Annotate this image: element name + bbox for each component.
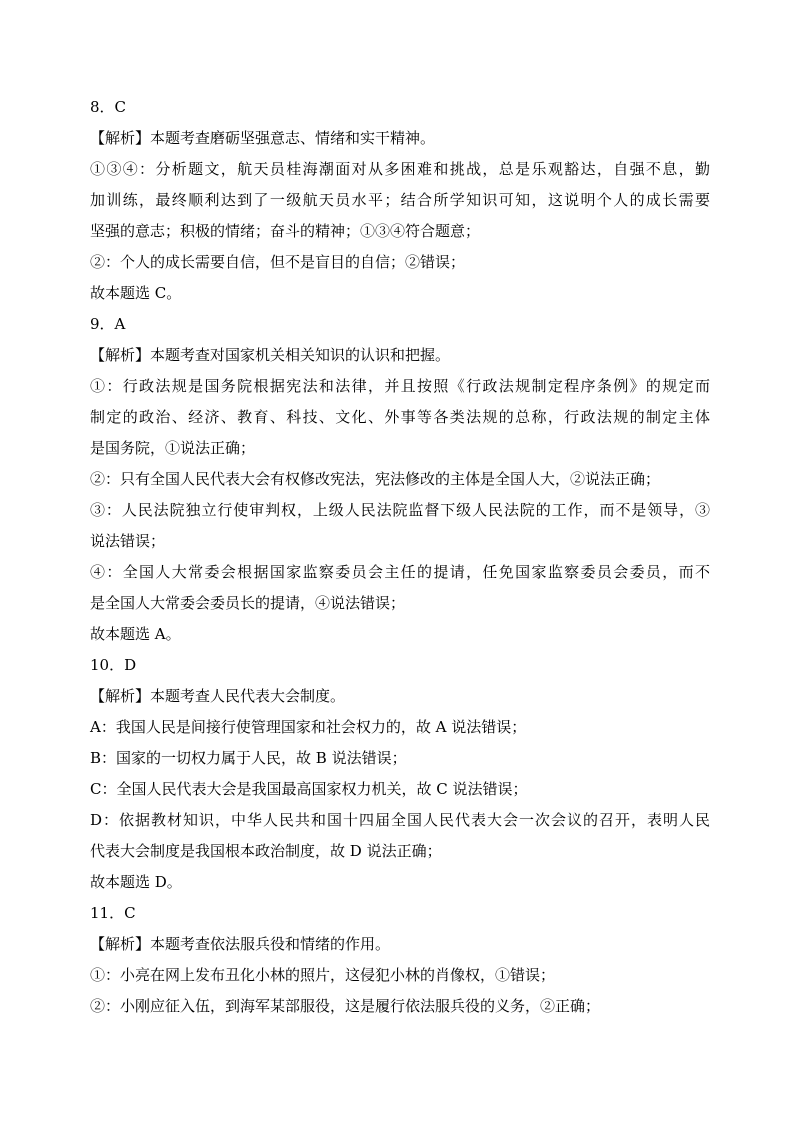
question-10-analysis-line: C：全国人民代表大会是我国最高国家权力机关，故 C 说法错误； — [90, 780, 528, 798]
question-9-analysis-line: ②：只有全国人民代表大会有权修改宪法，宪法修改的主体是全国人大，②说法正确； — [90, 470, 661, 488]
question-10-answer: 10．D — [90, 656, 137, 674]
question-9-analysis-line: 是全国人大常委会委员长的提请，④说法错误； — [90, 594, 406, 612]
question-10-conclusion: 故本题选 D。 — [90, 873, 182, 891]
question-9-conclusion: 故本题选 A。 — [90, 625, 181, 643]
question-8-analysis-line: ①③④：分析题文，航天员桂海潮面对从多困难和挑战，总是乐观豁达，自强不息，勤 — [90, 160, 710, 178]
question-9-answer: 9．A — [90, 315, 126, 333]
question-9-analysis-line: 是国务院，①说法正确； — [90, 439, 256, 457]
question-8-answer: 8．C — [90, 98, 127, 116]
question-8-analysis-line: ②：个人的成长需要自信，但不是盲目的自信；②错误； — [90, 253, 466, 271]
question-10-analysis-heading: 【解析】本题考查人民代表大会制度。 — [90, 687, 346, 705]
question-11-analysis-line: ①：小亮在网上发布丑化小林的照片，这侵犯小林的肖像权，①错误； — [90, 966, 556, 984]
question-11-analysis-line: ②：小刚应征入伍，到海军某部服役，这是履行依法服兵役的义务，②正确； — [90, 997, 601, 1015]
question-8-analysis-line: 坚强的意志；积极的情绪；奋斗的精神；①③④符合题意； — [90, 222, 481, 240]
question-9-analysis-heading: 【解析】本题考查对国家机关相关知识的认识和把握。 — [90, 346, 451, 364]
question-8-analysis-heading: 【解析】本题考查磨砺坚强意志、情绪和实干精神。 — [90, 129, 436, 147]
question-8-conclusion: 故本题选 C。 — [90, 284, 182, 302]
answer-analysis-text — [90, 92, 710, 1022]
question-10-analysis-line: D：依据教材知识，中华人民共和国十四届全国人民代表大会一次会议的召开，表明人民 — [90, 811, 710, 829]
question-9-analysis-line: 说法错误； — [90, 532, 166, 550]
question-8-analysis-line: 加训练，最终顺利达到了一级航天员水平；结合所学知识可知，这说明个人的成长需要 — [90, 191, 710, 209]
question-10-analysis-line: 代表大会制度是我国根本政治制度，故 D 说法正确； — [90, 842, 442, 860]
question-9-analysis-line: ①：行政法规是国务院根据宪法和法律，并且按照《行政法规制定程序条例》的规定而 — [90, 377, 710, 395]
question-9-analysis-line: ④：全国人大常委会根据国家监察委员会主任的提请，任免国家监察委员会委员，而不 — [90, 563, 710, 581]
question-9-analysis-line: ③：人民法院独立行使审判权，上级人民法院监督下级人民法院的工作，而不是领导，③ — [90, 501, 710, 519]
question-9-analysis-line: 制定的政治、经济、教育、科技、文化、外事等各类法规的总称，行政法规的制定主体 — [90, 408, 710, 426]
question-11-analysis-heading: 【解析】本题考查依法服兵役和情绪的作用。 — [90, 935, 391, 953]
question-10-analysis-line: B：国家的一切权力属于人民，故 B 说法错误； — [90, 749, 407, 767]
question-10-analysis-line: A：我国人民是间接行使管理国家和社会权力的，故 A 说法错误； — [90, 718, 527, 736]
question-11-answer: 11．C — [90, 904, 136, 922]
